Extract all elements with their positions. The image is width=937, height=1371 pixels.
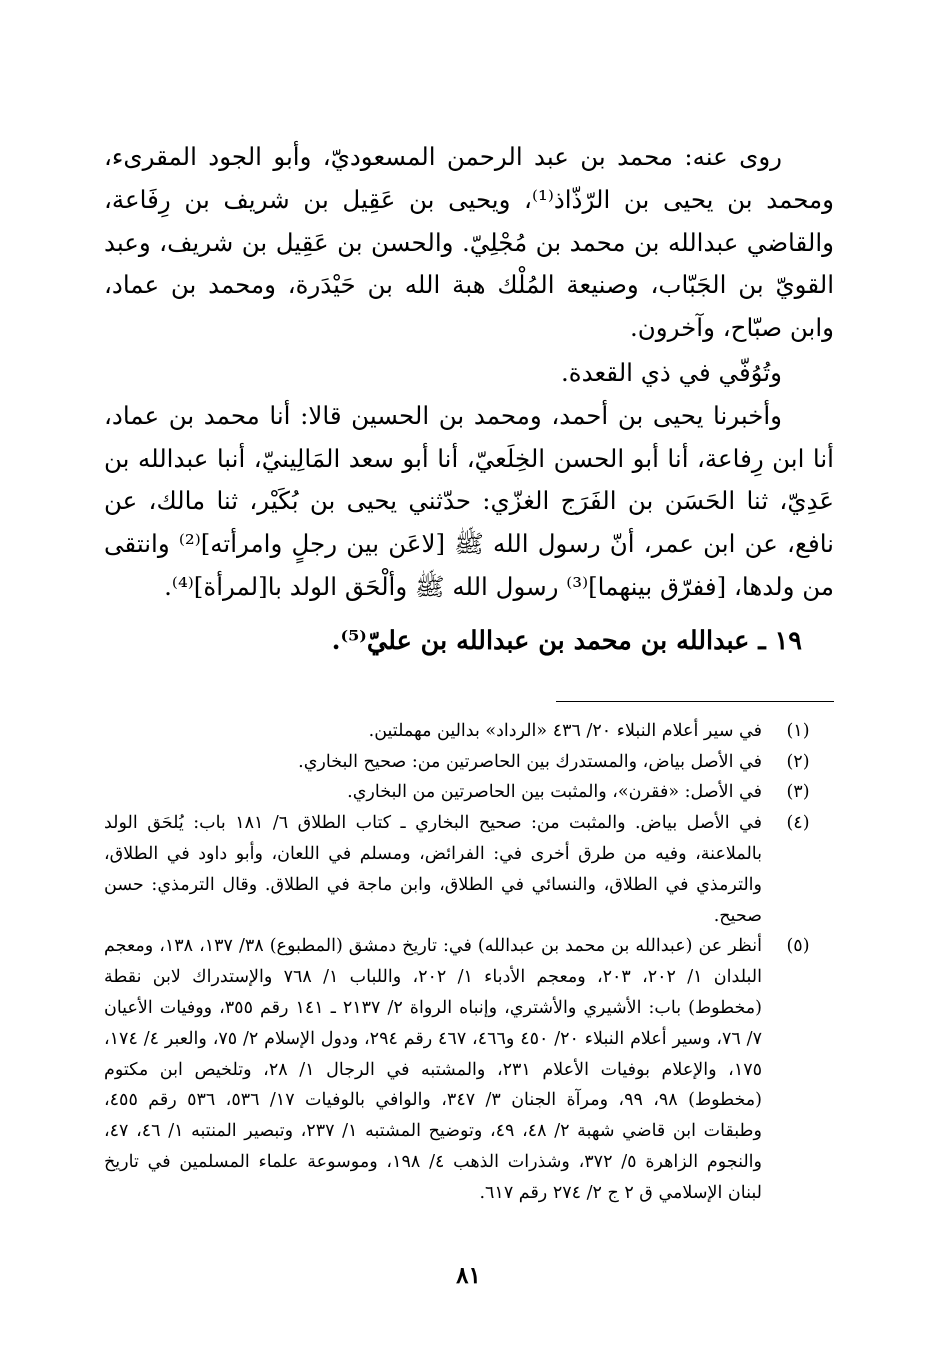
footnote-text: في الأصل بياض، والمستدرك بين الحاصرتين من: صحيح البخاري. — [298, 751, 762, 772]
footnote-number: (٥) — [786, 936, 810, 957]
footnote-text: في سير أعلام النبلاء ٢٠/ ٤٣٦ «الرداد» بدالين مهملتين. — [368, 720, 762, 741]
footnote-number: (١) — [786, 720, 810, 741]
entry-heading: ١٩ ـ عبدالله بن محمد بن عبدالله بن عليّ⁽⁵⁾. — [331, 625, 802, 656]
paragraph-narrators: روى عنه: محمد بن عبد الرحمن المسعوديّ، وأبو الجود المقرىء، ومحمد بن يحيى بن الرّذّاذ⁽¹⁾، ويحيى بن عَقِيل بن شريف بن رِفَاعة، والقاضي عبدالله بن محمد بن مُجْلِيّ. والحسن بن عَقِيل بن شريف، وعبد القويّ بن الجَبّاب، وصنيعة المُلْك هبة الله بن حَيْدَرة، ومحمد بن عماد، وابن صبّاح، وآخرون. — [104, 142, 835, 343]
footnote-number: (٣) — [786, 782, 810, 803]
footnote-text: أنظر عن (عبدالله بن محمد بن عبدالله) في: تاريخ دمشق (المطبوع) ٣٨/ ١٣٧، ١٣٨، ومعجم البلدان ١/ ٢٠٢، ٢٠٣، ومعجم الأدباء ١/ ٢٠٢، واللباب ١/ ٧٦٨ والإستدراك لابن نقطة (مخطوط) باب: الأشيري والأشتري، وإنباه الرواة ٢/ ٢١٣٧ ـ ١٤١ رقم ٣٥٥، ووفيات الأعيان ٧/ ٧٦، وسير أعلام النبلاء ٢٠/ ٤٥٠ و٤٦٦، ٤٦٧ رقم ٢٩٤، ودول الإسلام ٢/ ٧٥، والعبر ٤/ ١٧٤، ١٧٥، والإعلام بوفيات الأعلام ٢٣١، والمشتبه في الرجال ١/ ٢٨، وتلخيص ابن مكتوم (مخطوط) ٩٨، ٩٩، ومرآة الجنان ٣/ ٣٤٧، والوافي بالوفيات ١٧/ ٥٣٦، ٥٣٦ رقم ٤٥٥، وطبقات ابن قاضي شهبة ٢/ ٤٨، ٤٩، وتوضيح المشتبه ١/ ٢٣٧، وتبصير المنتبه ١/ ٤٦، ٤٧، والنجوم الزاهرة ٥/ ٣٧٢، وشذرات الذهب ٤/ ١٩٨، وموسوعة علماء المسلمين في تاريخ لبنان الإسلامي ق ٢ ج ٢/ ٢٧٤ رقم ٦١٧. — [104, 936, 763, 1203]
footnote — [104, 931, 834, 1208]
footnote — [104, 716, 834, 747]
footnote-number: (٤) — [786, 813, 810, 834]
footnote-divider — [556, 701, 834, 702]
footnote-text: في الأصل بياض. والمثبت من: صحيح البخاري ـ كتاب الطلاق ٦/ ١٨١ باب: يُلحَق الولد بالملاعنة، وفيه من طرق أخرى في: الفرائض، ومسلم في اللعان، وأبو داود في الطلاق، والترمذي في الطلاق، والنسائي في الطلاق، وابن ماجة في الطلاق. وقال الترمذي: حسن صحيح. — [104, 813, 763, 926]
footnote — [104, 808, 834, 931]
footnote-text: في الأصل: «فقرن»، والمثبت بين الحاصرتين من البخاري. — [347, 782, 762, 803]
footnotes — [104, 716, 834, 1209]
footnote-number: (٢) — [786, 751, 810, 772]
paragraph-hadith: وأخبرنا يحيى بن أحمد، ومحمد بن الحسين قالا: أنا محمد بن عماد، أنا ابن رِفاعة، أنا أبو الحسن الخِلَعيّ، أنا أبو سعد المَالِينيّ، أنبا عبدالله بن عَدِيّ، ثنا الحَسَن بن الفَرَج الغزّي: حدّثني يحيى بن بُكَيْر، ثنا مالك، عن نافع، عن ابن عمر، أنّ رسول الله ﷺ [لاعَن بين رجلٍ وامرأته]⁽²⁾ وانتقى من ولدها، [ففرّق بينهما]⁽³⁾ رسول الله ﷺ وألْحَق الولد با[لمرأة]⁽⁴⁾. — [104, 400, 834, 601]
page-body — [104, 136, 834, 1209]
footnote — [104, 747, 834, 778]
footnote — [104, 777, 834, 808]
paragraph-death: وتُوُفّي في ذي القعدة. — [561, 357, 782, 387]
page-number: ٨١ — [456, 1262, 481, 1289]
main-text — [104, 136, 834, 663]
